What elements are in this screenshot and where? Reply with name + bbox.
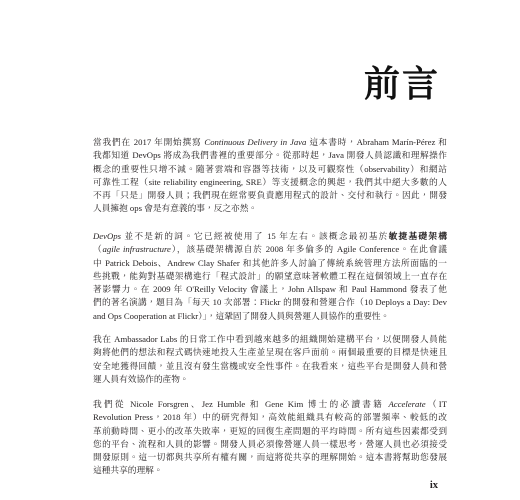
- text-run: 們的著名演講，題目為「每天 10 次部署：Flickr 的開發和營運合作（10 Deploys a Day: Dev: [93, 297, 447, 308]
- text-run: 中 Patrick Debois、Andrew Clay Shafer 和其他許多人討論了傳統系統管理方法所面臨的一: [93, 257, 447, 268]
- text-line: [93, 438, 447, 451]
- text-run: （: [93, 244, 103, 255]
- text-run: 著影響力。在 2009 年 O'Reilly Velocity 會議上，John Allspaw 和 Paul Hammond 發表了他: [93, 284, 447, 295]
- text-line: [93, 270, 447, 283]
- text-line: [93, 163, 447, 176]
- paragraph-4: [93, 398, 447, 478]
- book-title-italic: Accelerate: [388, 399, 426, 409]
- paragraph-2: [93, 230, 447, 323]
- text-run: 些挑戰，能夠對基礎架構進行「程式設計」的願望意味著軟體工程在這個領域上一直存在: [93, 270, 447, 281]
- text-line: [93, 333, 447, 346]
- text-run: Revolution Press，2018 年）中的研究得知，高效能組織具有較高的部署頻率、較低的改: [93, 412, 447, 423]
- text-run: ），該基礎架構源自於 2008 年多倫多的 Agile Conference。在此會議: [170, 244, 447, 255]
- text-line: [93, 257, 447, 270]
- text-run: （IT: [425, 399, 448, 409]
- text-line: [93, 360, 447, 373]
- text-run: 您的平台、流程和人員的影響。開發人員必須像營運人員一樣思考，營運人員也必須接受: [93, 438, 447, 449]
- text-line: [93, 176, 447, 189]
- text-run: 當我們在 2017 年開始撰寫: [93, 137, 205, 147]
- text-line: [93, 425, 447, 438]
- text-run: 開發原則。這一切都與共享所有權有關，而這將從共享的理解開始。這本書將幫助您發展: [93, 452, 447, 463]
- chapter-title: 前言: [363, 63, 440, 104]
- text-line: [93, 149, 447, 162]
- term-bold: 敏捷基礎架構: [388, 231, 448, 241]
- text-run: 我都知道 DevOps 將成為我們書裡的重要部分。從那時起，Java 開發人員認識和理解操作: [93, 150, 447, 161]
- text-line: [93, 202, 447, 215]
- text-run: and Ops Cooperation at Flickr）」，這鞏固了開發人員與營運人員協作的重要性。: [93, 310, 390, 321]
- text-line: [93, 243, 447, 256]
- text-run: 並不是新的詞。它已經被使用了 15 年左右。該概念最初基於: [120, 231, 389, 241]
- book-title-italic: Continuous Delivery in Java: [204, 137, 307, 147]
- text-line: [93, 411, 447, 424]
- text-line: [93, 451, 447, 464]
- term-italic: agile infrastructure: [102, 244, 171, 255]
- text-run: 不再「只是」開發人員；我們現在經常要負責應用程式的設計、交付和執行。因此，開發: [93, 190, 447, 201]
- text-line: [93, 230, 447, 243]
- text-line: [93, 283, 447, 296]
- text-run: 我在 Ambassador Labs 的日常工作中看到越來越多的組織開始建構平台，以便開發人員能: [93, 334, 447, 344]
- text-run: 人員擁抱 ops 會是有意義的事，反之亦然。: [93, 203, 258, 214]
- paragraph-1: [93, 136, 447, 216]
- page-number: ix: [429, 480, 438, 491]
- text-run: 我們從 Nicole Forsgren、Jez Humble 和 Gene Kim 博士的必讀書籍: [93, 399, 389, 409]
- text-run: 概念的重要性只增不減。隨著雲端和容器等技術，以及可觀察性（observability）和網站: [93, 163, 447, 174]
- text-run: 革前動時間、更小的改革失敗率，更短的回復生產問題的平均時間。所有這些因素都受到: [93, 425, 447, 436]
- text-run: 運人員有效協作的產物。: [93, 373, 189, 384]
- text-run: 安全地獲得回饋，並且沒有發生當機或安全性事件。在我看來，這些平台是開發人員和營: [93, 360, 447, 371]
- text-line: [93, 296, 447, 309]
- paragraph-3: [93, 333, 447, 386]
- text-line: [93, 464, 447, 477]
- text-run: 這本書時，Abraham Marín-Pérez 和: [306, 137, 447, 147]
- text-run: 這種共享的理解。: [93, 465, 163, 476]
- text-run: 夠將他們的想法和程式碼快速地投入生產並呈現在客戶面前。兩個最重要的目標是快速且: [93, 347, 447, 358]
- text-line: [93, 346, 447, 359]
- text-line: [93, 189, 447, 202]
- text-line: [93, 136, 447, 149]
- text-line: [93, 373, 447, 386]
- text-run: 可靠性工程（site reliability engineering, SRE）等支援概念的興起，我們其中絕大多數的人: [93, 176, 447, 187]
- text-line: [93, 398, 447, 411]
- term-italic: DevOps: [93, 231, 121, 241]
- text-line: [93, 310, 447, 323]
